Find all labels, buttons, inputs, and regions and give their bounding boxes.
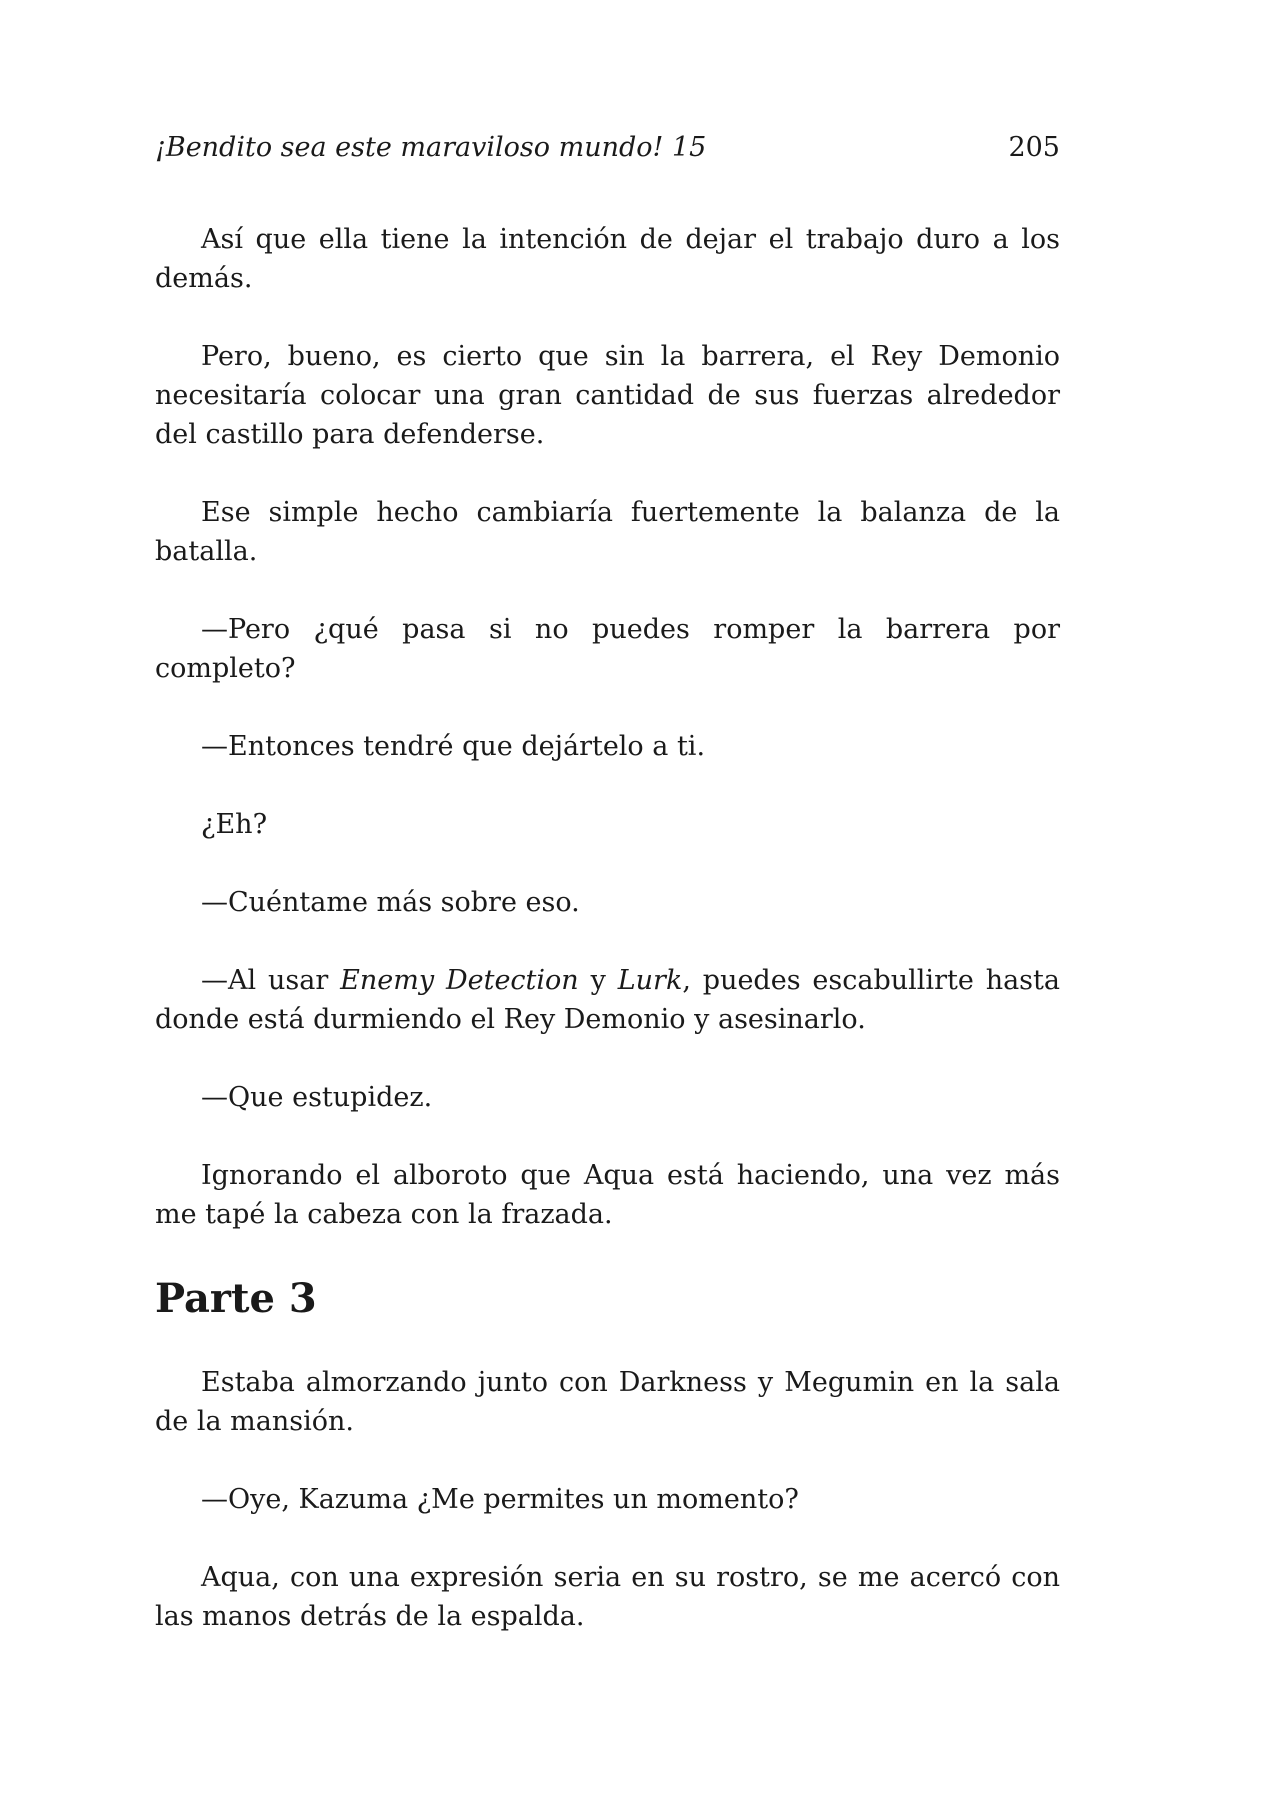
body-text [155, 220, 1060, 1675]
page-number: 205 [1008, 132, 1060, 163]
paragraph-8 [155, 961, 1060, 1039]
paragraph-5: —Entonces tendré que dejártelo a ti. [201, 731, 706, 762]
paragraph-1: Así que ella tiene la intención de dejar el trabajo duro a los demás. [155, 224, 1060, 294]
paragraph-12: —Oye, Kazuma ¿Me permites un momento? [201, 1484, 799, 1515]
paragraph-8-part-c: , puedes escabullirte hasta donde está durmiendo el Rey Demonio y asesinarlo. [155, 965, 1060, 1035]
paragraph-2: Pero, bueno, es cierto que sin la barrera, el Rey Demonio necesitaría colocar una gran cantidad de sus fuerzas alrededor del castillo para defenderse. [155, 341, 1060, 450]
skill-name-enemy-detection: Enemy Detection [340, 965, 579, 996]
paragraph-4: —Pero ¿qué pasa si no puedes romper la barrera por completo? [155, 614, 1060, 684]
paragraph-8-part-b: y [578, 965, 618, 996]
paragraph-10: Ignorando el alboroto que Aqua está haciendo, una vez más me tapé la cabeza con la frazada. [155, 1160, 1060, 1230]
skill-name-lurk: Lurk [617, 965, 683, 996]
paragraph-9: —Que estupidez. [201, 1082, 433, 1113]
paragraph-7: —Cuéntame más sobre eso. [201, 887, 580, 918]
running-head [155, 128, 1060, 168]
paragraph-6: ¿Eh? [201, 809, 268, 840]
paragraph-8-part-a: —Al usar [201, 965, 341, 996]
book-page [155, 0, 1060, 1807]
section-heading: Parte 3 [155, 1275, 317, 1322]
paragraph-3: Ese simple hecho cambiaría fuertemente la balanza de la batalla. [155, 497, 1060, 567]
paragraph-13: Aqua, con una expresión seria en su rostro, se me acercó con las manos detrás de la espalda. [155, 1562, 1060, 1632]
paragraph-11: Estaba almorzando junto con Darkness y Megumin en la sala de la mansión. [155, 1367, 1060, 1437]
running-title: ¡Bendito sea este maraviloso mundo! 15 [155, 132, 707, 163]
